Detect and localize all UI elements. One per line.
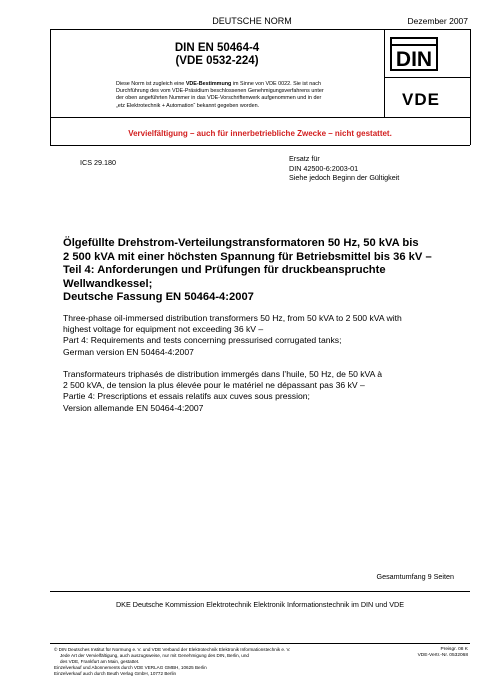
german-title-line: Ölgefüllte Drehstrom-Verteilungstransformatoren 50 Hz, 50 kVA bis	[63, 237, 419, 249]
french-title-line: Partie 4: Prescriptions et essais relatifs aux cuves sous pression;	[63, 391, 310, 402]
note-line: Durchführung des vom VDE-Präsidium beschlossenen Genehmigungsverfahrens unter	[116, 88, 324, 95]
title-block-bottom-divider	[50, 117, 384, 118]
english-title-line: highest voltage for equipment not exceeding 36 kV –	[63, 324, 264, 335]
sales-line: Einzelverkauf auch durch Beuth Verlag GmbH, 10772 Berlin	[54, 671, 177, 676]
order-number: VDE-Vertr.-Nr. 0532068	[417, 653, 468, 659]
din-logo	[390, 37, 438, 71]
french-title	[63, 369, 463, 414]
note-line: „etz Elektrotechnik + Automation“ bekannt gegeben worden.	[116, 102, 260, 109]
replacement-line: Ersatz für	[289, 154, 320, 163]
publication-date: Dezember 2007	[407, 16, 468, 26]
copyright-notice	[54, 647, 380, 677]
standard-series-label: DEUTSCHE NORM	[212, 16, 292, 26]
logo-separator	[384, 77, 470, 78]
ics-code: ICS 29.180	[80, 158, 116, 167]
din-logo-text: DIN	[395, 48, 433, 71]
french-title-line: Transformateurs triphasés de distribution immergés dans l’huile, 50 Hz, de 50 kVA à	[63, 369, 383, 379]
german-title-line: Teil 4: Anforderungen und Prüfungen für druckbeanspruchte	[63, 264, 386, 277]
copyright-line: des VDE, Frankfurt am Main, gestattet.	[60, 659, 140, 664]
vde-logo	[392, 90, 450, 108]
sales-line: Einzelverkauf und Abonnements durch VDE VERLAG GMBH, 10625 Berlin	[54, 665, 207, 670]
german-title-line: 2 500 kVA mit einer höchsten Spannung für Betriebsmittel bis 36 kV –	[63, 250, 432, 263]
validity-note: Siehe jedoch Beginn der Gültigkeit	[289, 173, 400, 182]
note-line: Diese Norm ist zugleich eine VDE-Bestimmung im Sinne von VDE 0022. Sie ist nach	[116, 81, 321, 87]
copyright-line: © DIN Deutsches Institut für Normung e. V. und VDE Verband der Elektrotechnik Elektronik Informationstechnik e. V.	[54, 647, 291, 652]
copyright-divider	[50, 643, 470, 644]
german-title-line: Deutsche Fassung EN 50464-4:2007	[63, 291, 254, 304]
committee-name: DKE Deutsche Kommission Elektrotechnik Elektronik Informationstechnik im DIN und VDE	[115, 600, 404, 609]
price-info	[390, 647, 468, 659]
frame-right-edge	[470, 29, 471, 145]
standard-number: DIN EN 50464-4	[174, 42, 260, 54]
total-pages: Gesamtumfang 9 Seiten	[376, 572, 454, 581]
warning-bottom-divider	[50, 145, 470, 146]
german-title-line: Wellwandkessel;	[63, 277, 153, 290]
french-title-line: 2 500 kVA, de tension la plus élevée pour le matériel ne dépassant pas 36 kV –	[63, 380, 365, 391]
logo-column-divider	[384, 29, 385, 117]
note-line: der oben angeführten Nummer in das VDE-Vorschriftenwerk aufgenommen und in der	[116, 95, 322, 102]
german-title	[63, 237, 463, 305]
english-title-line: German version EN 50464-4:2007	[63, 346, 194, 357]
vde-classification-number: (VDE 0532-224)	[175, 55, 259, 67]
english-title-line: Part 4: Requirements and tests concerning pressurised corrugated tanks;	[63, 335, 342, 346]
top-divider	[50, 29, 470, 30]
footer-top-divider	[50, 591, 470, 592]
vde-regulation-note	[116, 81, 378, 110]
logo-bottom-divider	[384, 117, 470, 118]
vde-logo-text: VDE	[402, 90, 440, 108]
copyright-line: Jede Art der Vervielfältigung, auch auszugsweise, nur mit Genehmigung des DIN, Berlin, und	[60, 653, 249, 658]
reproduction-warning: Vervielfältigung – auch für innerbetriebliche Zwecke – nicht gestattet.	[128, 129, 392, 138]
price-group: Preisgr. 08 K	[440, 647, 468, 652]
french-title-line: Version allemande EN 50464-4:2007	[63, 402, 204, 413]
english-title-line: Three-phase oil-immersed distribution transformers 50 Hz, from 50 kVA to 2 500 kVA with	[63, 313, 402, 323]
replacement-info	[289, 154, 399, 183]
replaced-standard: DIN 42500-6:2003-01	[289, 163, 359, 173]
english-title	[63, 313, 463, 358]
